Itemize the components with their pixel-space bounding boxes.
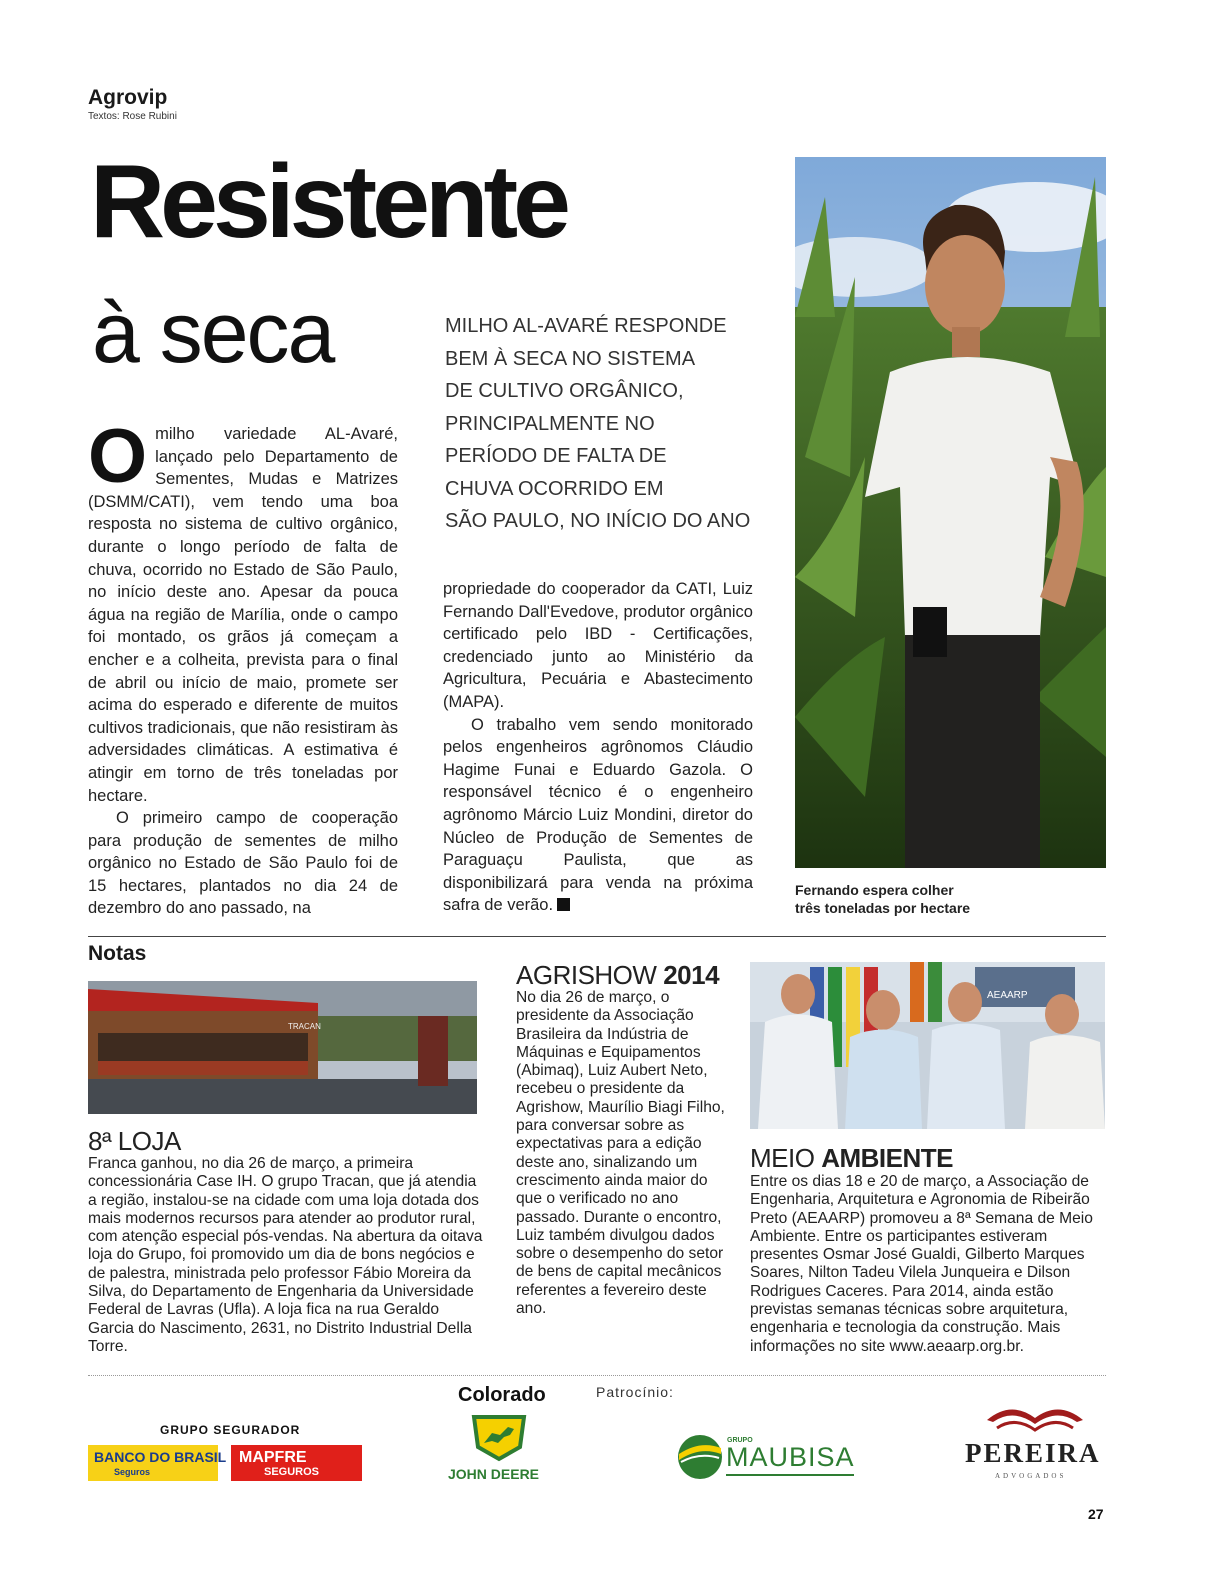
article-column-2 <box>443 578 753 917</box>
group-photo <box>750 962 1105 1129</box>
group-illustration <box>750 962 1105 1129</box>
bb-logo-subtext: Seguros <box>114 1467 151 1477</box>
maubisa-emblem-icon <box>675 1432 725 1482</box>
banco-do-brasil-logo <box>88 1445 227 1481</box>
store-photo <box>88 981 477 1114</box>
headline-line-1: Resistente <box>90 144 566 260</box>
nota-agrishow-heading <box>516 962 719 988</box>
deck-line: PRINCIPALMENTE NO <box>445 412 655 435</box>
pereira-logo-subtext: ADVOGADOS <box>995 1472 1067 1480</box>
headline-line-2: à seca <box>92 285 334 381</box>
deck-line: MILHO AL-AVARÉ RESPONDE <box>445 315 727 337</box>
nota-loja-heading: 8ª LOJA <box>88 1126 181 1156</box>
paragraph-text: milho variedade AL-Avaré, lançado pelo Departamento de Sementes, Mudas e Matrizes (DSMM/CATI), vem tendo uma boa resposta no sistema de cultivo orgânico, durante o longo período de falta de chuva, ocorrido no Estado de São Paulo, no início deste ano. Apesar da pouca água na região de Marília, onde o campo foi montado, os grãos já começam a encher e a colheita, prevista para o final de abril ou início de maio, promete ser acima do esperado e diferente de muitos cultivos tradicionais, que não resistiram às adversidades climáticas. A estimativa é atingir em torno de três toneladas por hectare. <box>88 425 398 805</box>
patrocinio-label: Patrocínio: <box>596 1384 674 1400</box>
page-number: 27 <box>1088 1506 1104 1522</box>
heading-light: MEIO <box>750 1143 815 1173</box>
mapfre-logo-subtext: SEGUROS <box>264 1466 320 1478</box>
colorado-label: Colorado <box>458 1384 546 1406</box>
deck-line: PERÍODO DE FALTA DE <box>445 445 667 467</box>
john-deere-deer-icon <box>468 1413 530 1463</box>
paragraph-text: O trabalho vem sendo monitorado pelos engenheiros agrônomos Cláudio Hagime Funai e Eduardo Gazola. O responsável técnico é o engenheiro agrônomo Márcio Luiz Mondini, diretor do Núcleo de Produção de Sementes de Paraguaçu Paulista, que as disponibilizará para venda na próxima safra de verão. <box>443 715 753 915</box>
deck-line: BEM À SECA NO SISTEMA <box>445 347 696 370</box>
notas-heading: Notas <box>88 942 147 965</box>
nota-meio-ambiente-body: Entre os dias 18 e 20 de março, a Associação de Engenharia, Arquitetura e Agronomia de Ribeirão Preto (AEAARP) promoveu a 8ª Semana de Meio Ambiente. Entre os participantes estiveram presentes Osmar José Gualdi, Gilberto Marques Soares, Nilton Tadeu Vilela Junqueira e Dilson Rodrigues Caceres. Para 2014, ainda estão previstas semanas técnicas sobre arquitetura, engenharia e tecnologia da construção. Mais informações no site www.aeaarp.org.br. <box>750 1173 1093 1355</box>
banner-text: AEAARP <box>987 990 1028 1001</box>
paragraph: O primeiro campo de cooperação para produção de sementes de milho orgânico no Estado de São Paulo foi de 15 hectares, plantados no dia 24 de dezembro do ano passado, na <box>88 809 398 918</box>
section-label: Agrovip <box>88 86 168 109</box>
drop-cap: O <box>88 414 148 499</box>
paragraph: propriedade do cooperador da CATI, Luiz Fernando Dall'Evedove, produtor orgânico certificado pelo IBD - Certificações, credenciado junto ao Ministério da Agricultura, Pecuária e Abastecimento (MAPA). <box>443 580 753 711</box>
photo-illustration <box>795 157 1106 868</box>
store-sign: TRACAN <box>288 1022 321 1031</box>
lead-paragraph <box>88 414 398 807</box>
nota-meio-ambiente-heading <box>750 1145 953 1171</box>
store-illustration <box>88 981 477 1114</box>
maubisa-logo-text: MAUBISA <box>726 1442 855 1472</box>
nota-loja-body: Franca ganhou, no dia 26 de março, a primeira concessionária Case IH. O grupo Tracan, que já atendia a região, instalou-se na cidade com uma loja dotada dos mais modernos recursos para atender ao produtor rural, com atenção especial pós-vendas. Na abertura da oitava loja do Grupo, foi promovido um dia de bons negócios e de palestra, ministrada pelo professor Fábio Moreira da Silva, do Departamento de Engenharia da Universidade Federal de Lavras (Ufla). A loja fica na rua Geraldo Garcia do Nascimento, 2631, no Distrito Industrial Della Torre. <box>88 1155 483 1355</box>
john-deere-text: JOHN DEERE <box>448 1466 540 1482</box>
heading-bold: AMBIENTE <box>821 1143 953 1173</box>
end-mark-icon <box>557 898 570 911</box>
bb-logo-text: BANCO DO BRASIL <box>94 1449 227 1465</box>
farmer-cornfield-photo <box>795 157 1106 868</box>
deck-line: CHUVA OCORRIDO EM <box>445 477 664 500</box>
heading-bold: 2014 <box>663 960 720 990</box>
deck-line: SÃO PAULO, NO INÍCIO DO ANO <box>445 510 751 532</box>
heading-light: AGRISHOW <box>516 960 657 990</box>
pereira-book-icon <box>983 1400 1087 1440</box>
section-divider <box>88 936 1106 937</box>
article-deck <box>445 310 775 538</box>
grupo-segurador-label: GRUPO SEGURADOR <box>160 1423 301 1437</box>
author-credit: Textos: Rose Rubini <box>88 111 177 122</box>
paragraph-final <box>443 714 753 917</box>
deck-line: DE CULTIVO ORGÂNICO, <box>445 380 684 402</box>
caption-line: Fernando espera colher <box>795 882 954 898</box>
sponsor-divider <box>88 1375 1106 1376</box>
mapfre-logo-text: MAPFRE <box>239 1449 307 1466</box>
maubisa-underline <box>726 1474 854 1476</box>
maubisa-group-label: GRUPO <box>727 1437 753 1444</box>
mapfre-logo <box>231 1445 362 1481</box>
caption-line: três toneladas por hectare <box>795 900 971 916</box>
article-column-1 <box>88 414 398 920</box>
photo-caption <box>795 881 1095 917</box>
nota-agrishow-body: No dia 26 de março, o presidente da Associação Brasileira da Indústria de Máquinas e Equipamentos (Abimaq), Luiz Aubert Neto, recebeu o presidente da Agrishow, Maurílio Biagi Filho, para conversar sobre as expectativas para a edição deste ano, sinalizando um crescimento ainda maior do que o verificado no ano passado. Durante o encontro, Luiz também divulgou dados sobre o desempenho do setor de bens de capital mecânicos referentes a fevereiro deste ano. <box>516 989 725 1318</box>
pereira-logo-text: PEREIRA <box>965 1438 1101 1468</box>
